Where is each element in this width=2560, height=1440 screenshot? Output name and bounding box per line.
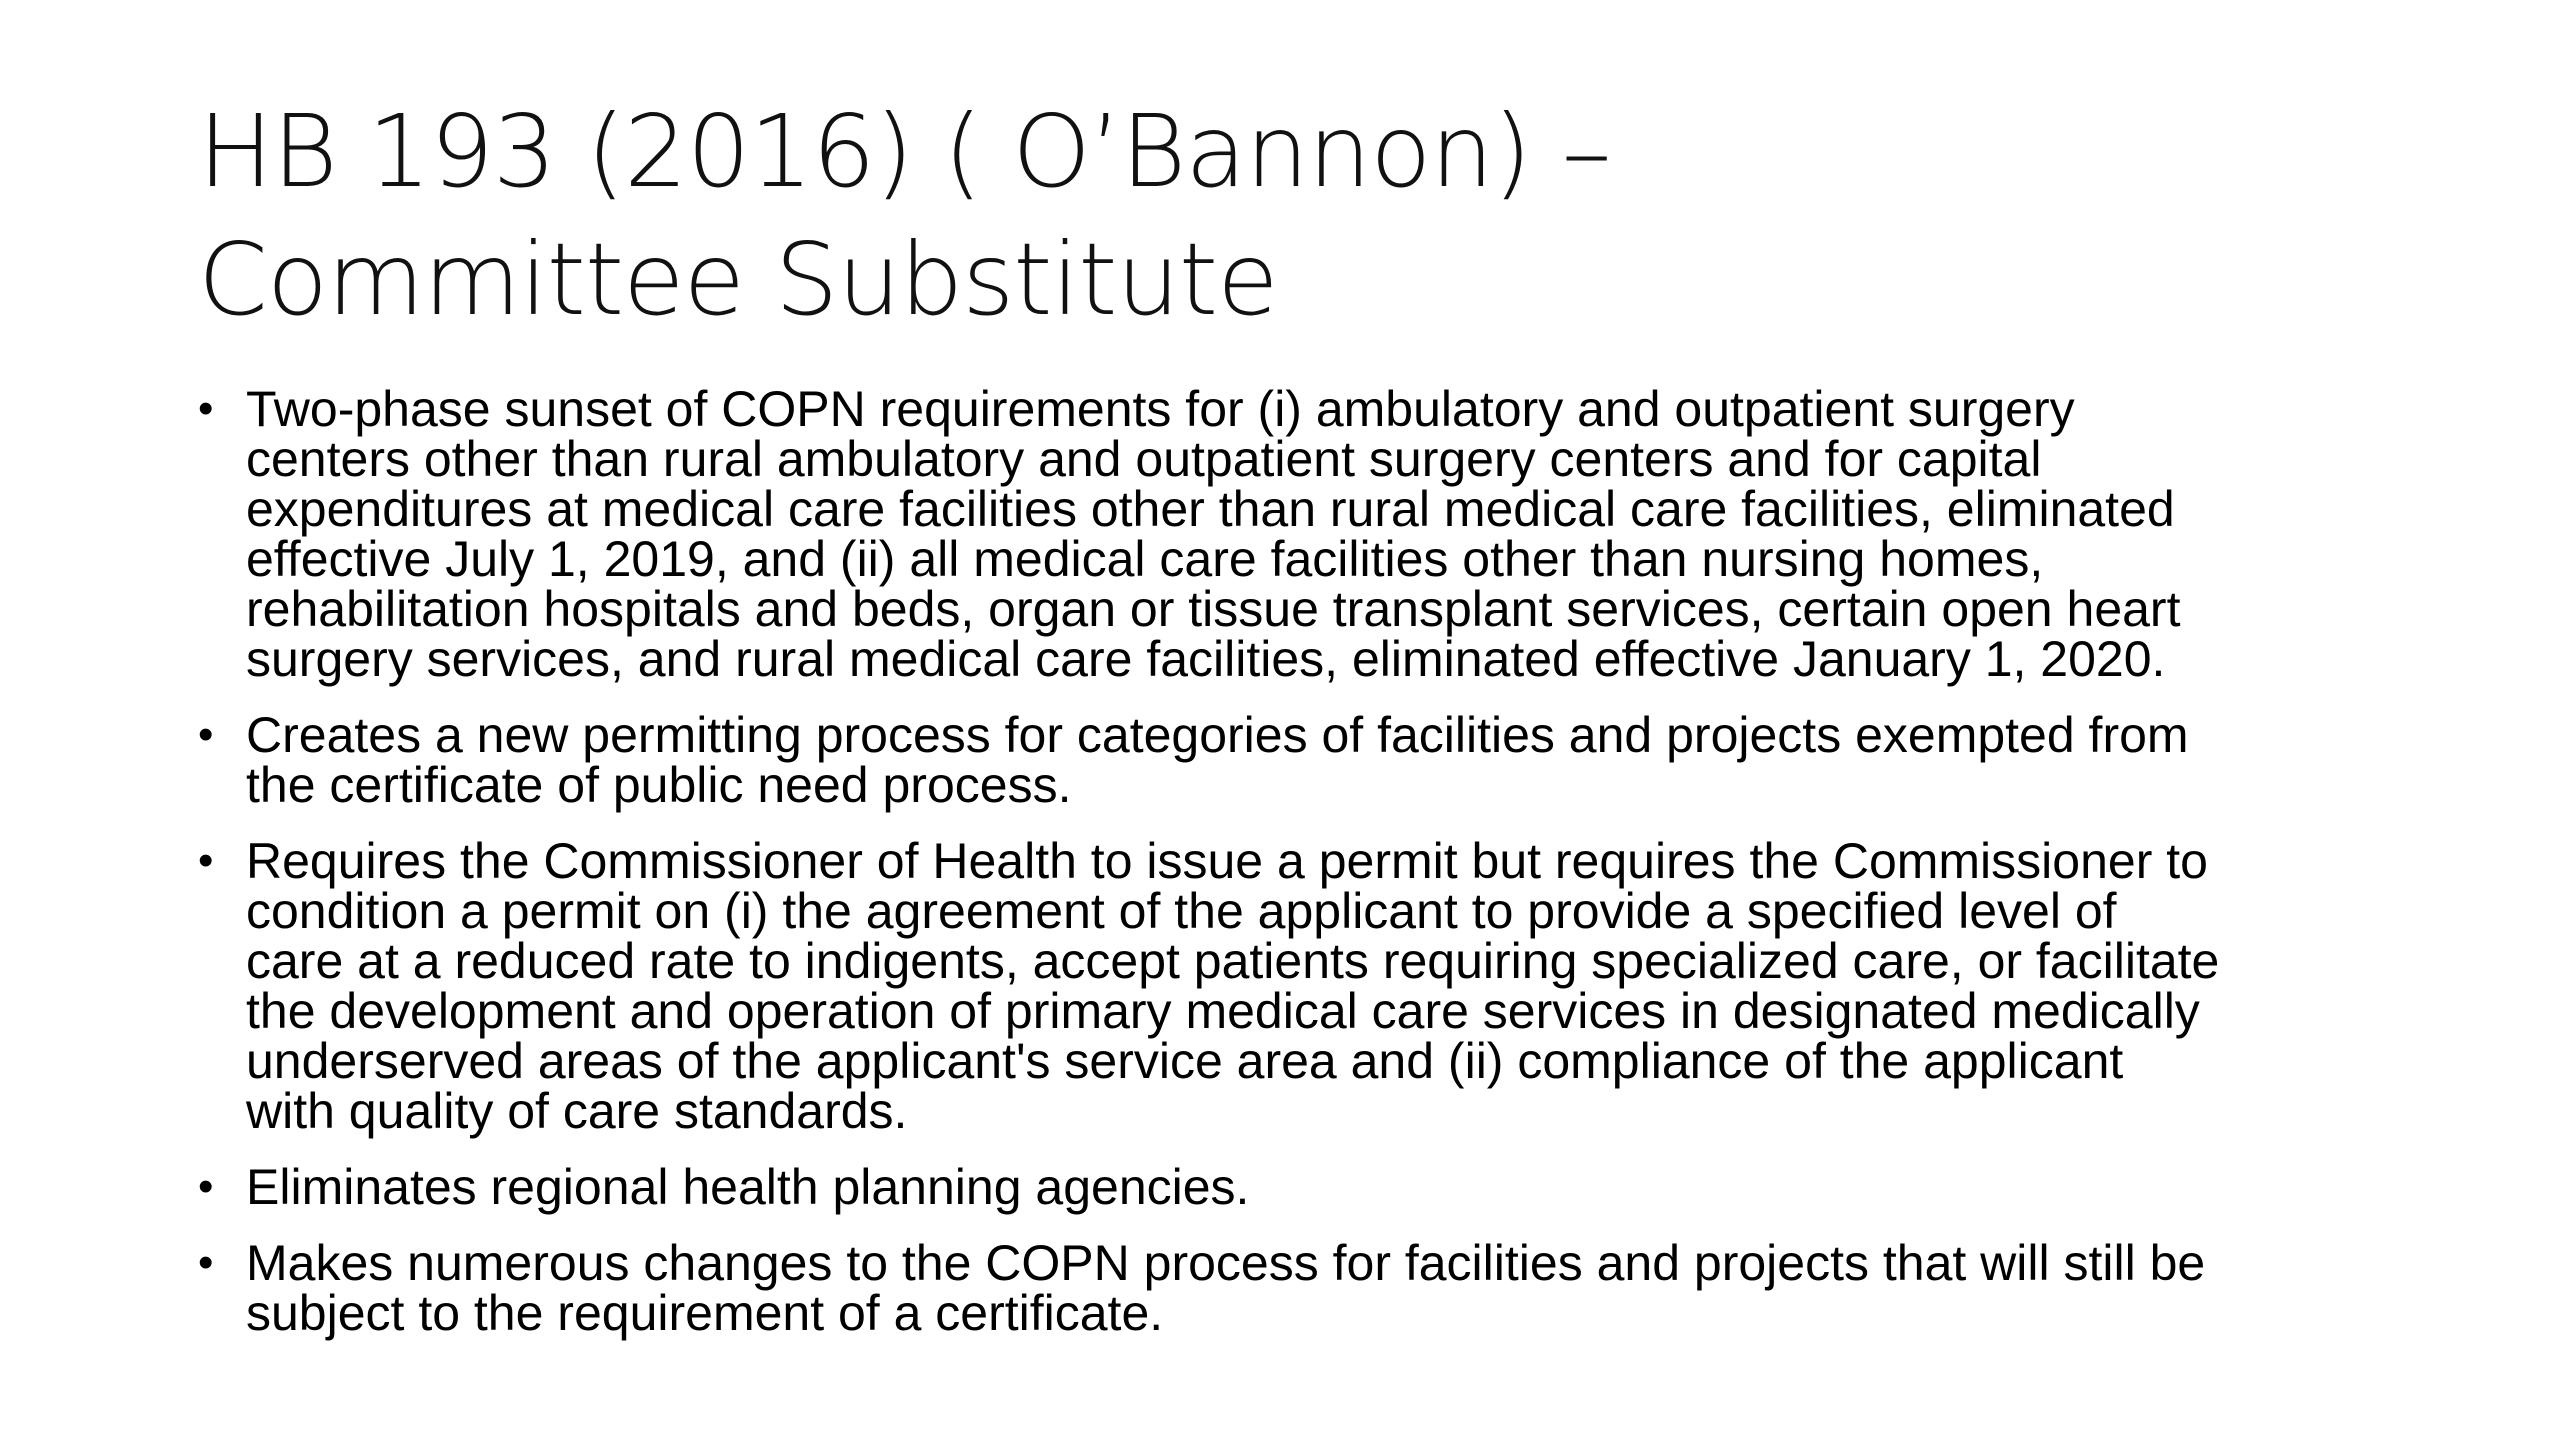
- bullet-item: [198, 1159, 2418, 1215]
- bullet-text: [246, 1235, 2418, 1341]
- slide-title-line: HB 193 (2016) ( O’Bannon) –: [198, 93, 1611, 210]
- bullet-text-line: Creates a new permitting process for categories of facilities and projects exempted from: [246, 707, 2189, 763]
- bullet-text-line: surgery services, and rural medical care facilities, eliminated effective January 1, 2020.: [246, 631, 2166, 687]
- bullet-text-line: condition a permit on (i) the agreement of the applicant to provide a specified level of: [246, 883, 2117, 939]
- bullet-item: [198, 381, 2418, 687]
- bullet-text-line: Requires the Commissioner of Health to issue a permit but requires the Commissioner to: [246, 833, 2208, 889]
- bullet-text-line: underserved areas of the applicant's service area and (ii) compliance of the applicant: [246, 1033, 2124, 1089]
- bullet-dot-icon: •: [198, 710, 214, 759]
- bullet-text: [246, 381, 2418, 687]
- bullet-text-line: with quality of care standards.: [246, 1083, 908, 1139]
- bullet-item: [198, 707, 2418, 813]
- bullet-text-line: the development and operation of primary medical care services in designated medically: [246, 983, 2200, 1039]
- bullet-text: [246, 1159, 2418, 1215]
- bullet-text-line: rehabilitation hospitals and beds, organ or tissue transplant services, certain open heart: [246, 581, 2181, 637]
- bullet-dot-icon: •: [198, 836, 214, 885]
- bullet-text-line: Makes numerous changes to the COPN process for facilities and projects that will still be: [246, 1235, 2206, 1291]
- bullet-item: [198, 833, 2418, 1139]
- bullet-text-line: effective July 1, 2019, and (ii) all medical care facilities other than nursing homes,: [246, 531, 2044, 587]
- bullet-text: [246, 707, 2418, 813]
- slide-title: [198, 88, 2398, 344]
- bullet-text-line: Two-phase sunset of COPN requirements for (i) ambulatory and outpatient surgery: [246, 381, 2075, 437]
- bullet-text-line: subject to the requirement of a certificate.: [246, 1285, 1164, 1341]
- slide-title-line: Committee Substitute: [198, 221, 1278, 338]
- bullet-dot-icon: •: [198, 1162, 214, 1211]
- bullet-text-line: care at a reduced rate to indigents, accept patients requiring specialized care, or facilitate: [246, 933, 2220, 989]
- bullet-text-line: centers other than rural ambulatory and outpatient surgery centers and for capital: [246, 431, 2042, 487]
- bullet-text: [246, 833, 2418, 1139]
- bullet-text-line: expenditures at medical care facilities other than rural medical care facilities, eliminated: [246, 481, 2175, 537]
- bullet-list: [198, 381, 2418, 1364]
- bullet-text-line: the certificate of public need process.: [246, 757, 1072, 813]
- bullet-dot-icon: •: [198, 1238, 214, 1287]
- bullet-text-line: Eliminates regional health planning agencies.: [246, 1159, 1250, 1215]
- bullet-dot-icon: •: [198, 384, 214, 433]
- bullet-item: [198, 1235, 2418, 1341]
